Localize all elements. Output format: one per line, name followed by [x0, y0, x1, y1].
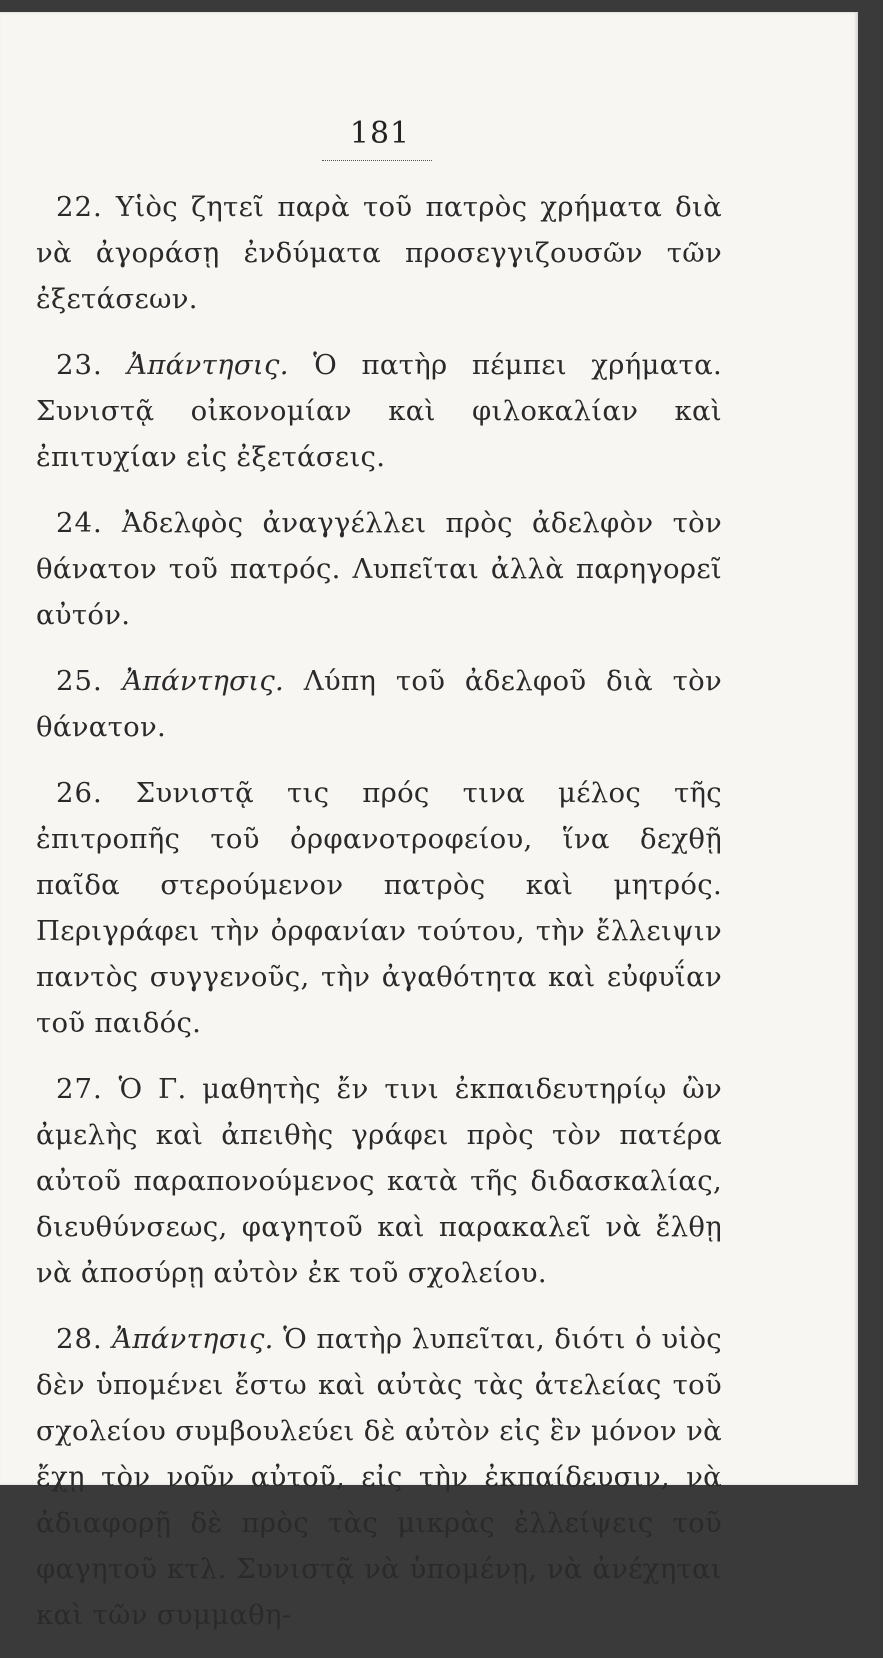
exercise-number: 25. — [56, 665, 103, 697]
exercise-text: Ὁ πατὴρ πέμπει χρήματα. Συνιστᾷ οἰκονομίαν καὶ φιλοκαλίαν καὶ ἐπιτυχίαν εἰς ἐξετάσεις. — [36, 349, 722, 473]
book-page — [0, 12, 858, 1631]
exercise-24 — [36, 500, 722, 638]
exercise-number: 22. — [56, 191, 103, 223]
exercise-22 — [36, 184, 722, 322]
exercise-number: 28. — [56, 1323, 103, 1355]
exercise-text: Υἱὸς ζητεῖ παρὰ τοῦ πατρὸς χρήματα διὰ νὰ ἀγοράσῃ ἐνδύματα προσεγγιζουσῶν τῶν ἐξετάσεων. — [36, 191, 722, 315]
exercise-number: 27. — [56, 1073, 103, 1105]
exercise-27 — [36, 1066, 722, 1296]
exercise-26 — [36, 770, 722, 1046]
exercise-text: Ὁ Γ. μαθητὴς ἔν τινι ἐκπαιδευτηρίῳ ὢν ἀμελὴς καὶ ἀπειθὴς γράφει πρὸς τὸν πατέρα αὐτοῦ παραπονούμενος κατὰ τῆς διδασκαλίας, διευθύνσεως, φαγητοῦ καὶ παρακαλεῖ νὰ ἔλθῃ νὰ ἀποσύρῃ αὐτὸν ἐκ τοῦ σχολείου. — [36, 1073, 722, 1289]
exercise-25 — [36, 658, 722, 750]
body-text — [36, 184, 722, 1658]
answer-label: Ἀπάντησις. — [112, 1323, 274, 1355]
exercise-number: 26. — [56, 777, 103, 809]
header-rule — [322, 160, 432, 161]
exercise-number: 24. — [56, 507, 103, 539]
exercise-text: Συνιστᾷ τις πρός τινα μέλος τῆς ἐπιτροπῆς τοῦ ὀρφανοτροφείου, ἵνα δεχθῇ παῖδα στερούμενον πατρὸς καὶ μητρός. Περιγράφει τὴν ὀρφανίαν τούτου, τὴν ἔλλειψιν παντὸς συγγενοῦς, τὴν ἀγαθότητα καὶ εὐφυΐαν τοῦ παιδός. — [36, 777, 723, 1039]
exercise-text: Ὁ πατὴρ λυπεῖται, διότι ὁ υἱὸς δὲν ὑπομένει ἔστω καὶ αὐτὰς τὰς ἀτελείας τοῦ σχολείου συμβουλεύει δὲ αὐτὸν εἰς ἓν μόνον νὰ ἔχῃ τὸν νοῦν αὐτοῦ, εἰς τὴν ἐκπαίδευσιν, νὰ ἀδιαφορῇ δὲ πρὸς τὰς μικρὰς ἐλλείψεις τοῦ φαγητοῦ κτλ. Συνιστᾷ νὰ ὑπομένῃ, νὰ ἀνέχηται καὶ τῶν συμμαθη- — [36, 1323, 723, 1631]
answer-label: Ἀπάντησις. — [122, 665, 285, 697]
exercise-text: Λύπη τοῦ ἀδελφοῦ διὰ τὸν θάνατον. — [36, 665, 722, 743]
exercise-23 — [36, 342, 722, 480]
exercise-number: 23. — [56, 349, 103, 381]
answer-label: Ἀπάντησις. — [127, 349, 289, 381]
page-number: 181 — [349, 116, 411, 151]
exercise-28 — [36, 1316, 722, 1638]
exercise-text: Ἀδελφὸς ἀναγγέλλει πρὸς ἀδελφὸν τὸν θάνατον τοῦ πατρός. Λυπεῖται ἀλλὰ παρηγορεῖ αὐτόν. — [36, 507, 722, 631]
